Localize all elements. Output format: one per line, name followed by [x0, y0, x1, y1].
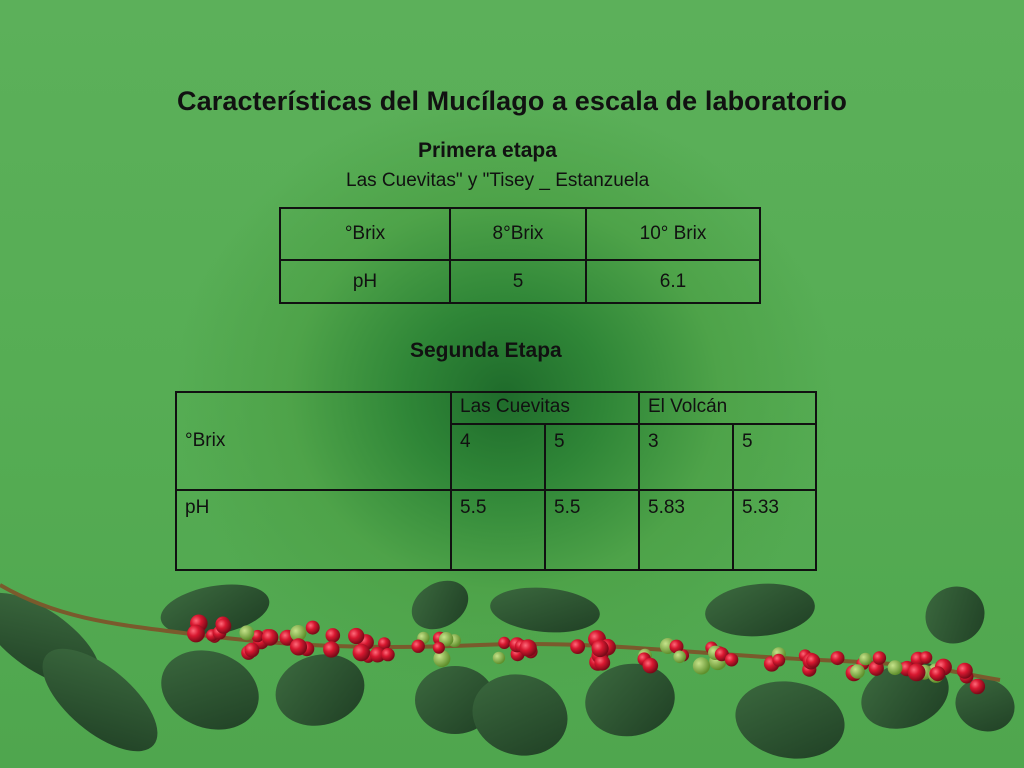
- table-cell: 5.83: [639, 490, 733, 570]
- cherry: [381, 648, 394, 661]
- stage1-subtitle: Las Cuevitas" y "Tisey _ Estanzuela: [346, 170, 650, 191]
- cherry: [493, 652, 505, 664]
- table-cell: pH: [176, 490, 451, 570]
- cherry: [570, 639, 585, 654]
- cherry: [262, 629, 279, 646]
- cherry: [498, 637, 510, 649]
- table-cell: 4: [451, 424, 545, 490]
- cherry: [323, 641, 339, 657]
- table-cell: 8°Brix: [450, 208, 586, 260]
- cherry: [957, 663, 973, 679]
- table-row: [280, 208, 760, 260]
- cherry: [239, 625, 254, 640]
- table-group-header: Las Cuevitas: [451, 392, 639, 424]
- coffee-branch-image: [0, 540, 1024, 768]
- leaves: [0, 571, 1022, 768]
- table-group-header: El Volcán: [639, 392, 816, 424]
- cherry: [592, 640, 609, 657]
- cherry: [806, 654, 820, 668]
- cherry: [433, 642, 445, 654]
- cherry: [850, 664, 865, 679]
- table-cell: °Brix: [176, 392, 451, 490]
- cherry: [519, 639, 536, 656]
- table-cell: 5: [450, 260, 586, 303]
- cherry: [888, 660, 903, 675]
- table-cell: 5.5: [451, 490, 545, 570]
- cherry: [831, 651, 845, 665]
- cherry: [290, 638, 307, 655]
- table-cell: 3: [639, 424, 733, 490]
- table-cell: 6.1: [586, 260, 760, 303]
- cherry: [673, 651, 686, 664]
- cherry: [920, 651, 933, 664]
- cherry: [353, 644, 370, 661]
- table-cell: pH: [280, 260, 450, 303]
- cherry: [873, 651, 886, 664]
- cherry: [908, 664, 926, 682]
- cherry: [412, 640, 425, 653]
- table-cell: °Brix: [280, 208, 450, 260]
- table-cell: 5.5: [545, 490, 639, 570]
- cherry: [859, 653, 872, 666]
- cherry: [187, 625, 205, 643]
- cherry: [216, 618, 231, 633]
- table-cell: 5: [545, 424, 639, 490]
- cherry: [725, 653, 738, 666]
- cherry: [693, 657, 710, 674]
- table-cell: 5: [733, 424, 816, 490]
- cherry: [643, 658, 659, 674]
- cherry: [970, 679, 985, 694]
- stage2-heading: Segunda Etapa: [410, 339, 562, 362]
- stage1-table: [279, 207, 761, 304]
- table-cell: 10° Brix: [586, 208, 760, 260]
- cherry: [348, 628, 364, 644]
- cherry: [326, 628, 341, 643]
- slide-title: Características del Mucílago a escala de laboratorio: [177, 86, 847, 116]
- cherry: [772, 654, 785, 667]
- table-cell: 5.33: [733, 490, 816, 570]
- table-row: [176, 392, 816, 424]
- cherry: [245, 643, 260, 658]
- table-row: [280, 260, 760, 303]
- cherry: [930, 666, 945, 681]
- stage1-heading: Primera etapa: [418, 139, 557, 162]
- cherry: [594, 655, 610, 671]
- cherry: [306, 621, 320, 635]
